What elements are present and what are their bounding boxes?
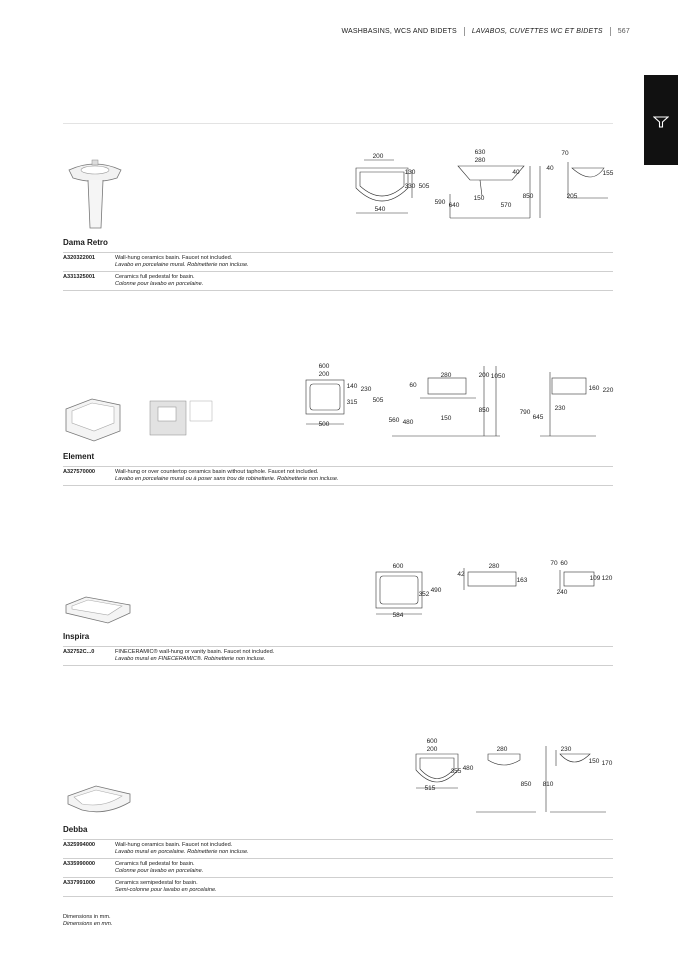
product-code: A325994000: [63, 842, 96, 848]
header-divider: [464, 27, 465, 36]
dim-label: 155: [602, 170, 614, 177]
header-divider: [610, 27, 611, 36]
dim-label: 560: [388, 417, 400, 424]
dim-label: 790: [519, 409, 531, 416]
description-en: Wall-hung ceramics basin. Faucet not included.: [115, 842, 233, 848]
dim-label: 230: [560, 746, 572, 753]
dim-label: 505: [418, 183, 430, 190]
description-fr: Semi-colonne pour lavabo en porcelaine.: [115, 887, 217, 893]
dim-label: 150: [473, 195, 485, 202]
product-title: Debba: [63, 825, 88, 834]
product-row: [63, 839, 613, 858]
dim-label: 570: [500, 202, 512, 209]
dim-label: 590: [434, 199, 446, 206]
dim-label: 230: [554, 405, 566, 412]
description-en: Ceramics full pedestal for basin.: [115, 861, 195, 867]
product-title: Inspira: [63, 632, 90, 641]
element-product-image: [64, 393, 224, 448]
dim-label: 140: [346, 383, 358, 390]
description-fr: Colonne pour lavabo en porcelaine.: [115, 281, 204, 287]
product-title: Dama Retro: [63, 238, 108, 247]
dim-label: 810: [542, 781, 554, 788]
inspira-dimension-drawings: [370, 556, 620, 622]
dim-label: 205: [566, 193, 578, 200]
product-code: A337991000: [63, 880, 96, 886]
dim-label: 500: [318, 421, 330, 428]
dim-label: 490: [430, 587, 442, 594]
description-en: Wall-hung ceramics basin. Faucet not included.: [115, 255, 233, 261]
product-row: [63, 858, 613, 877]
product-row: [63, 646, 613, 666]
washbasin-icon: [653, 115, 669, 129]
dim-label: 240: [556, 589, 568, 596]
dim-label: 280: [496, 746, 508, 753]
product-code: A327570000: [63, 469, 96, 475]
product-row: [63, 271, 613, 291]
dim-label: 280: [474, 157, 486, 164]
product-code: A335990000: [63, 861, 96, 867]
footer-note: [63, 914, 112, 928]
product-code: A32752C...0: [63, 649, 95, 655]
page-header: [341, 27, 630, 36]
footer-note-en: Dimensions in mm.: [63, 914, 111, 920]
description-fr: Lavabo mural en porcelaine. Robinetterie non incluse.: [115, 849, 249, 855]
dim-label: 70: [561, 150, 569, 157]
dim-label: 515: [424, 785, 436, 792]
description-fr: Lavabo en porcelaine mural. Robinetterie non incluse.: [115, 262, 249, 268]
dim-label: 315: [346, 399, 358, 406]
dim-label: 540: [374, 206, 386, 213]
dim-label: 600: [318, 363, 330, 370]
dim-label: 352: [418, 591, 430, 598]
dim-label: 280: [440, 372, 452, 379]
element-dimension-drawings: [300, 362, 620, 442]
dama-retro-dimension-drawings: [350, 148, 620, 226]
description-fr: Lavabo en porcelaine mural ou à poser sans trou de robinetterie. Robinetterie non incluse.: [115, 476, 339, 482]
dim-label: 850: [478, 407, 490, 414]
dim-label: 150: [588, 758, 600, 765]
dim-label: 150: [440, 415, 452, 422]
product-code: A320322001: [63, 255, 96, 261]
dim-label: 850: [522, 193, 534, 200]
product-code: A331325001: [63, 274, 96, 280]
dim-label: 505: [372, 397, 384, 404]
dim-label: 280: [488, 563, 500, 570]
header-title-fr: LAVABOS, CUVETTES WC ET BIDETS: [471, 28, 603, 35]
dim-label: 60: [560, 560, 568, 567]
product-section-element: [63, 452, 613, 486]
page-number: 567: [617, 28, 630, 35]
dim-label: 645: [532, 414, 544, 421]
description-en: FINECERAMIC® wall-hung or vanity basin. Faucet not included.: [115, 649, 275, 655]
dim-label: 330: [404, 183, 416, 190]
section-tab[interactable]: [644, 75, 678, 165]
dim-label: 850: [520, 781, 532, 788]
product-section-debba: [63, 825, 613, 897]
description-en: Ceramics semipedestal for basin.: [115, 880, 198, 886]
dim-label: 120: [601, 575, 613, 582]
dim-label: 220: [602, 387, 614, 394]
product-row: [63, 466, 613, 486]
dim-label: 200: [318, 371, 330, 378]
product-row: [63, 877, 613, 897]
dim-label: 355: [450, 768, 462, 775]
product-row: [63, 252, 613, 271]
dim-label: 480: [402, 419, 414, 426]
dim-label: 600: [426, 738, 438, 745]
dim-label: 130: [404, 169, 416, 176]
description-fr: Colonne pour lavabo en porcelaine.: [115, 868, 204, 874]
description-en: Wall-hung or over countertop ceramics basin without taphole. Faucet not included.: [115, 469, 319, 475]
description-fr: Lavabo mural en FINECERAMIC®. Robinetterie non incluse.: [115, 656, 266, 662]
header-title-en: WASHBASINS, WCS AND BIDETS: [341, 28, 457, 35]
inspira-product-image: [64, 595, 134, 625]
description-en: Ceramics full pedestal for basin.: [115, 274, 195, 280]
product-title: Element: [63, 452, 95, 461]
dim-label: 170: [601, 760, 613, 767]
dim-label: 584: [392, 612, 404, 619]
dama-retro-product-image: [65, 152, 125, 232]
dim-label: 42: [457, 571, 465, 578]
divider: [63, 123, 613, 124]
debba-dimension-drawings: [410, 736, 620, 816]
product-section-dama-retro: [63, 238, 613, 291]
dim-label: 200: [426, 746, 438, 753]
dim-label: 163: [516, 577, 528, 584]
dim-label: 40: [512, 169, 520, 176]
dim-label: 630: [474, 149, 486, 156]
debba-product-image: [66, 782, 134, 816]
dim-label: 40: [546, 165, 554, 172]
dim-label: 70: [550, 560, 558, 567]
dim-label: 60: [409, 382, 417, 389]
dim-label: 200: [478, 372, 490, 379]
dim-label: 109: [589, 575, 601, 582]
dim-label: 600: [392, 563, 404, 570]
dim-label: 160: [588, 385, 600, 392]
dim-label: 640: [448, 202, 460, 209]
dim-label: 200: [372, 153, 384, 160]
dim-label: 480: [462, 765, 474, 772]
product-section-inspira: [63, 632, 613, 666]
dim-label: 1050: [490, 373, 506, 380]
footer-note-fr: Dimensions en mm.: [63, 921, 113, 927]
dim-label: 230: [360, 386, 372, 393]
